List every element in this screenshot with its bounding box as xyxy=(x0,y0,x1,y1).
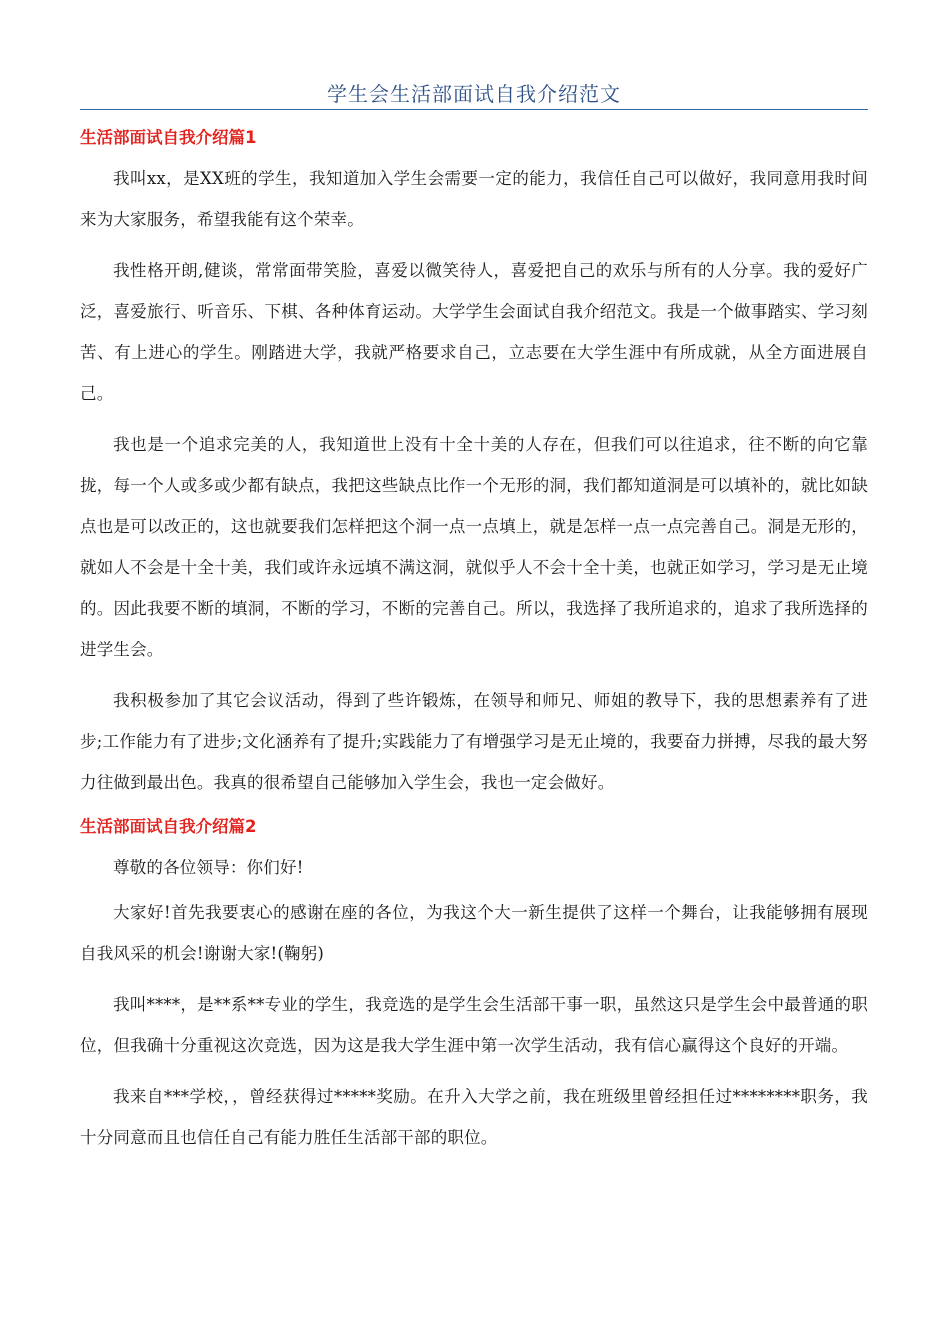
section-heading: 生活部面试自我介绍篇1 xyxy=(80,128,257,147)
section-1 xyxy=(80,124,868,803)
paragraph: 我叫xx，是XX班的学生，我知道加入学生会需要一定的能力，我信任自己可以做好，我同意用我时间来为大家服务，希望我能有这个荣幸。 xyxy=(80,169,868,229)
paragraph: 我积极参加了其它会议活动，得到了些许锻炼，在领导和师兄、师姐的教导下，我的思想素养有了进步;工作能力有了进步;文化涵养有了提升;实践能力了有增强学习是无止境的，我要奋力拼搏，尽我的最大努力往做到最出色。我真的很希望自己能够加入学生会，我也一定会做好。 xyxy=(80,691,868,792)
title-divider xyxy=(80,109,868,110)
paragraph: 大家好!首先我要衷心的感谢在座的各位，为我这个大一新生提供了这样一个舞台，让我能够拥有展现自我风采的机会!谢谢大家!(鞠躬) xyxy=(80,903,868,963)
section-2 xyxy=(80,813,868,1158)
paragraph: 我叫****，是**系**专业的学生，我竞选的是学生会生活部干事一职，虽然这只是学生会中最普通的职位，但我确十分重视这次竞选，因为这是我大学生涯中第一次学生活动，我有信心赢得这个良好的开端。 xyxy=(80,995,868,1055)
document-title: 学生会生活部面试自我介绍范文 xyxy=(327,82,621,106)
paragraph: 我来自***学校，，曾经获得过*****奖励。在升入大学之前，我在班级里曾经担任过********职务，我十分同意而且也信任自己有能力胜任生活部干部的职位。 xyxy=(80,1087,868,1147)
paragraph: 我性格开朗,健谈，常常面带笑脸，喜爱以微笑待人，喜爱把自己的欢乐与所有的人分享。我的爱好广泛，喜爱旅行、听音乐、下棋、各种体育运动。大学学生会面试自我介绍范文。我是一个做事踏实、学习刻苦、有上进心的学生。刚踏进大学，我就严格要求自己，立志要在大学生涯中有所成就，从全方面进展自己。 xyxy=(80,261,868,403)
paragraph: 我也是一个追求完美的人，我知道世上没有十全十美的人存在，但我们可以往追求，往不断的向它靠拢，每一个人或多或少都有缺点，我把这些缺点比作一个无形的洞，我们都知道洞是可以填补的，就比如缺点也是可以改正的，这也就要我们怎样把这个洞一点一点填上，就是怎样一点一点完善自己。洞是无形的，就如人不会是十全十美，我们或许永远填不满这洞，就似乎人不会十全十美，也就正如学习，学习是无止境的。因此我要不断的填洞，不断的学习，不断的完善自己。所以，我选择了我所追求的，追求了我所选择的进学生会。 xyxy=(80,435,868,659)
document-body xyxy=(80,124,868,1168)
section-heading: 生活部面试自我介绍篇2 xyxy=(80,817,257,836)
paragraph: 尊敬的各位领导：你们好! xyxy=(113,858,304,877)
